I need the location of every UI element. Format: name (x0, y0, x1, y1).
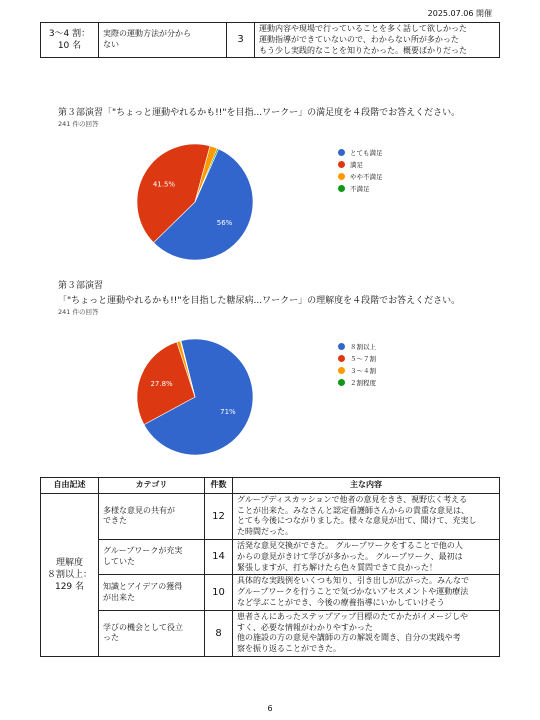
table-header-row (41, 478, 500, 494)
content-cell: グループディスカッションで他者の意見をきき、視野広く考える ことが出来た。みなさんと認定看護師さんからの貴重な意見は、 とても今後につながりました。様々な意見が出て、聞けて、充実し た時間だった。 (233, 493, 500, 539)
legend-item: ５～７割 (338, 352, 376, 364)
page-number: 6 (267, 704, 273, 713)
count-cell: 14 (205, 539, 233, 574)
legend-dot-red (338, 355, 345, 362)
table-row (41, 493, 500, 539)
content-cell: 具体的な実践例をいくつも知り、引き出しが広がった。みんなで グループワークを行うことで気づかないアセスメントや運動療法 など学ぶことができ、今後の療養指導にいかしていけそう (233, 575, 500, 610)
survey2-responses: 241 件の回答 (58, 308, 99, 316)
legend-item: ２割程度 (338, 376, 376, 388)
survey1-responses: 241 件の回答 (58, 120, 99, 128)
understanding-pie-chart (133, 335, 257, 459)
count-cell: 8 (205, 610, 233, 656)
category-cell: 実際の運動方法が分から ない (99, 23, 227, 58)
count-cell: 12 (205, 493, 233, 539)
top-feedback-table (40, 22, 500, 58)
event-date: 2025.07.06 開催 (427, 9, 492, 18)
count-cell: 3 (227, 23, 255, 58)
legend-item: 満足 (338, 158, 383, 170)
content-cell: 活発な意見交換ができた。 グループワークをすることで他の人 からの意見がきけて学びが多かった。 グループワーク、最初は 緊張しますが、打ち解けたら色々質問できて良かった！ (233, 539, 500, 574)
understanding-legend (338, 340, 376, 388)
satisfaction-pie-chart (133, 140, 257, 264)
category-cell: 知識とアイデアの獲得 が出来た (99, 575, 205, 610)
survey2-title-line2: 「"ちょっと運動やれるかも!!"を目指した糖尿病...ワークー」の理解度を４段階でお答えください。 (58, 296, 461, 306)
legend-dot-orange (338, 367, 345, 374)
header-content: 主な内容 (233, 478, 500, 494)
satisfaction-legend (338, 146, 383, 194)
count-cell: 10 (205, 575, 233, 610)
legend-item: とても満足 (338, 146, 383, 158)
legend-item: 不満足 (338, 182, 383, 194)
legend-dot-green (338, 379, 345, 386)
header-category: カテゴリ (99, 478, 205, 494)
content-cell: 運動内容や現場で行っていることを多く話して欲しかった 運動指導ができていないので、わからない所が多かった もう少し実践的なことを知りたかった。概要ばかりだった (255, 23, 500, 58)
pie-slice-label: 27.8% (150, 380, 173, 389)
category-cell: 多様な意見の共有が できた (99, 493, 205, 539)
header-count: 件数 (205, 478, 233, 494)
legend-item: やや不満足 (338, 170, 383, 182)
legend-dot-blue (338, 149, 345, 156)
survey1-title: 第３部演習「"ちょっと運動やれるかも!!"を目指...ワークー」の満足度を４段階でお答えください。 (58, 108, 461, 118)
table-row (41, 575, 500, 610)
pie-slice-label: 56% (216, 219, 233, 228)
survey2-title-line1: 第３部演習 (58, 281, 104, 291)
category-cell: グループワークが充実 していた (99, 539, 205, 574)
legend-item: ８割以上 (338, 340, 376, 352)
group-cell: 3～4 割： 10 名 (41, 23, 99, 58)
table-row (41, 539, 500, 574)
legend-dot-blue (338, 343, 345, 350)
pie-slice-label: 41.5% (152, 180, 176, 189)
content-cell: 患者さんにあったステップアップ目標のたてかたがイメージしや すく、必要な情報がわかりやすかった 他の施設の方の意見や講師の方の解説を聞き、自分の実践や考 察を振り返ることができた。 (233, 610, 500, 656)
category-cell: 学びの機会として役立 った (99, 610, 205, 656)
legend-dot-red (338, 161, 345, 168)
header-free-comment: 自由記述 (41, 478, 99, 494)
table-row (41, 23, 500, 58)
legend-item: ３～４割 (338, 364, 376, 376)
legend-dot-green (338, 185, 345, 192)
table-row (41, 610, 500, 656)
group-cell: 理解度 ８割以上： 129 名 (41, 493, 99, 656)
pie-slice-label: 71% (220, 408, 236, 417)
free-comment-table (40, 477, 500, 657)
legend-dot-orange (338, 173, 345, 180)
